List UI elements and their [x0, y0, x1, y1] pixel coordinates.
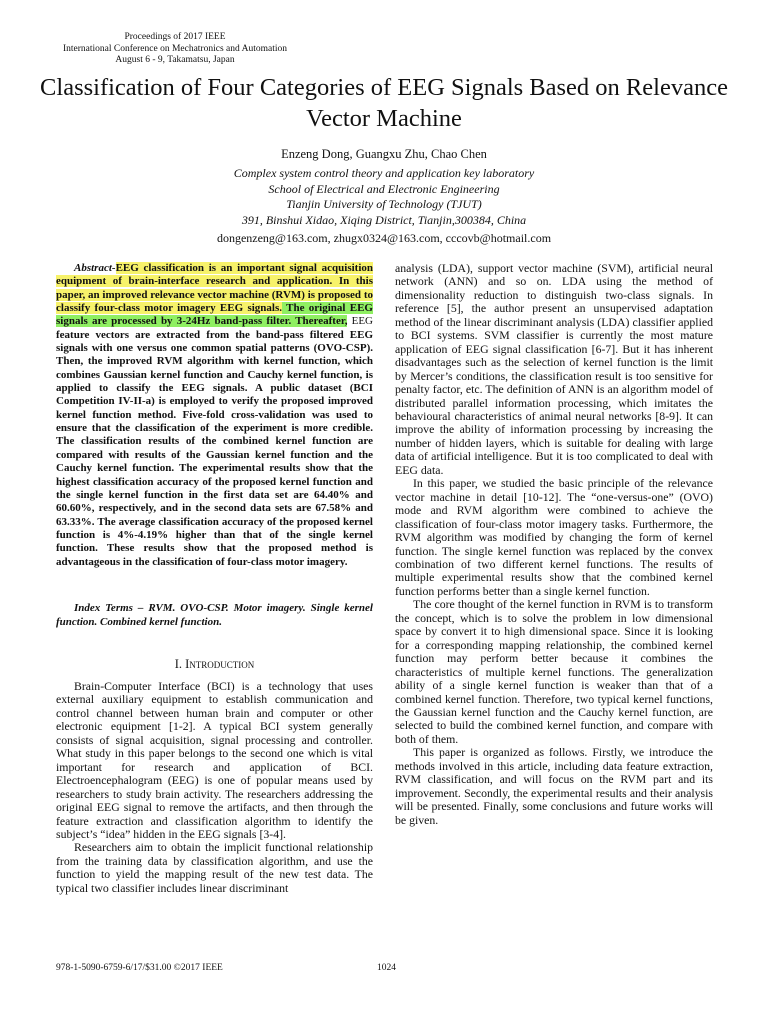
- paragraph: In this paper, we studied the basic principle of the relevance vector machine in detail [10-12]. The “one-versus-one” (OVO) mode and RVM algorithm were combined to achieve the classification of four-class motor imagery tasks. Furthermore, the RVM algorithm was modified by changing the form of kernel function. The single kernel function was replaced by the convex combination of two different kernel functions. The results of multiple experimental results show that the combined kernel function performs better than a single kernel function.: [395, 476, 713, 598]
- abstract-highlight-yellow: EEG classification is an important signal acquisition equipment of brain-interface research and application. In this paper, an improved relevance vector machine (RVM) is proposed to classify four-class motor imagery EEG signals.: [56, 262, 373, 315]
- paper-title: Classification of Four Categories of EEG Signals Based on Relevance Vector Machine: [40, 74, 728, 132]
- paragraph: analysis (LDA), support vector machine (SVM), artificial neural network (ANN) and so on. LDA using the method of dimensionality reduction to distinguish two-class signals. In reference [5], the author present an unsupervised adaptation method of the linear discriminant analysis (LDA) classifier applied to BCI systems. SVM classifier is currently the most mature application of EEG signal classification [6-7]. But it has inherent disadvantages such as the selection of kernel function is the limit by Mercer’s conditions, the classification result is too sensitive for penalty factor, etc. The definition of ANN is an algorithm model of distributed parallel information processing, which imitates the behavioural characteristics of animal neural networks [8-9]. It can improve the ability of information processing by increasing the number of hidden layers, which is suitable for dealing with large data of artificial intelligence. But it is too complicated to deal with EEG data.: [395, 261, 713, 477]
- proceedings-line: Proceedings of 2017 IEEE: [124, 32, 226, 42]
- index-terms: [56, 602, 373, 629]
- abstract-label: Abstract-: [74, 262, 116, 274]
- affiliation: [0, 166, 768, 228]
- intro-left-column: [56, 680, 373, 895]
- paragraph: This paper is organized as follows. Firstly, we introduce the methods involved in this article, including data feature extraction, RVM classification, and will focus on the RVM part and its improvement. Secondly, the experimental results and their analysis will be presented. Finally, some conclusions and future works will be given.: [395, 745, 713, 827]
- index-terms-text: Index Terms – RVM. OVO-CSP. Motor imagery. Single kernel function. Combined kernel function.: [56, 602, 373, 628]
- section-name: Introduction: [185, 657, 255, 671]
- paragraph: Brain-Computer Interface (BCI) is a technology that uses external auxiliary equipment to establish communication and control channel between human brain and computer or other electronic equipment [1-2]. A typical BCI system generally consists of signal acquisition, signal processing and controller. What study in this paper belongs to the second one which is vital important for research and application of BCI. Electroencephalogram (EEG) is one of popular means used by researchers to study brain activity. The researchers addressing the original EEG signal to remove the artifacts, and then through the feature extraction and classification algorithm to identify the subject’s “idea” hidden in the EEG signals [3-4].: [56, 679, 373, 841]
- proceedings-line: International Conference on Mechatronics and Automation: [63, 43, 287, 54]
- affiliation-line: Tianjin University of Technology (TJUT): [286, 197, 482, 211]
- affiliation-line: School of Electrical and Electronic Engineering: [268, 181, 500, 196]
- affiliation-line: Complex system control theory and application key laboratory: [233, 166, 535, 180]
- abstract-text: feature vectors are extracted from the band-pass filtered EEG signals with one versus one common spatial patterns (OVO-CSP). Then, the improved RVM algorithm with kernel function, which combines Gaussian kernel function and Cauchy kernel function, is applied to classify the EEG signals. A public dataset (BCI Competition IV-II-a) is employed to verify the proposed improved kernel function method. Five-fold cross-validation was used to ensure that the classification of the experiment is more credible. The classification results of the combined kernel function are compared with results of the Gaussian kernel function and the Cauchy kernel function. The experimental results show that the highest classification accuracy of the proposed kernel function and the single kernel function in the first data set are 64.40% and 60.60%, respectively, and in the second data sets are 67.58% and 63.33%. The average classification accuracy of the proposed kernel function is 4%-4.19% higher than that of the single kernel function. These results show that the proposed method is advantageous in the classification of four-class motor imagery.: [56, 328, 373, 568]
- authors: Enzeng Dong, Guangxu Zhu, Chao Chen: [281, 147, 487, 161]
- right-column: [395, 262, 713, 827]
- page-number: 1024: [377, 963, 396, 973]
- paragraph: The core thought of the kernel function in RVM is to transform the concept, which is to solve the problem in low dimensional space by convert it to high dimensional space. Since it is looking for a corresponding mapping relationship, the combined kernel function may perform better because it combines the characteristics of multiple kernel functions. The generalization ability of a single kernel function is weaker than that of a combined kernel function. Therefore, two typical kernel functions, the Gaussian kernel function and the Cauchy kernel function, are selected to build the combined kernel function, and compare with both of them.: [395, 597, 713, 746]
- abstract-highlight-green: The original EEG signals are processed by 3-24Hz band-pass filter. Thereafter,: [56, 302, 373, 328]
- paragraph: Researchers aim to obtain the implicit functional relationship from the training data by classification algorithm, and use the function to yield the mapping result of the new test data. The typical two classifier includes linear discriminant: [56, 840, 373, 895]
- affiliation-line: 391, Binshui Xidao, Xiqing District, Tianjin,300384, China: [241, 212, 527, 227]
- proceedings-header: [0, 32, 350, 67]
- proceedings-line: August 6 - 9, Takamatsu, Japan: [115, 55, 235, 65]
- footer-copyright: 978-1-5090-6759-6/17/$31.00 ©2017 IEEE: [56, 963, 223, 973]
- abstract-text-normal: EEG: [347, 315, 373, 328]
- section-heading: [56, 657, 373, 672]
- section-number: I.: [174, 657, 182, 671]
- author-emails: dongenzeng@163.com, zhugx0324@163.com, cccovb@hotmail.com: [216, 231, 552, 245]
- abstract: [56, 262, 373, 569]
